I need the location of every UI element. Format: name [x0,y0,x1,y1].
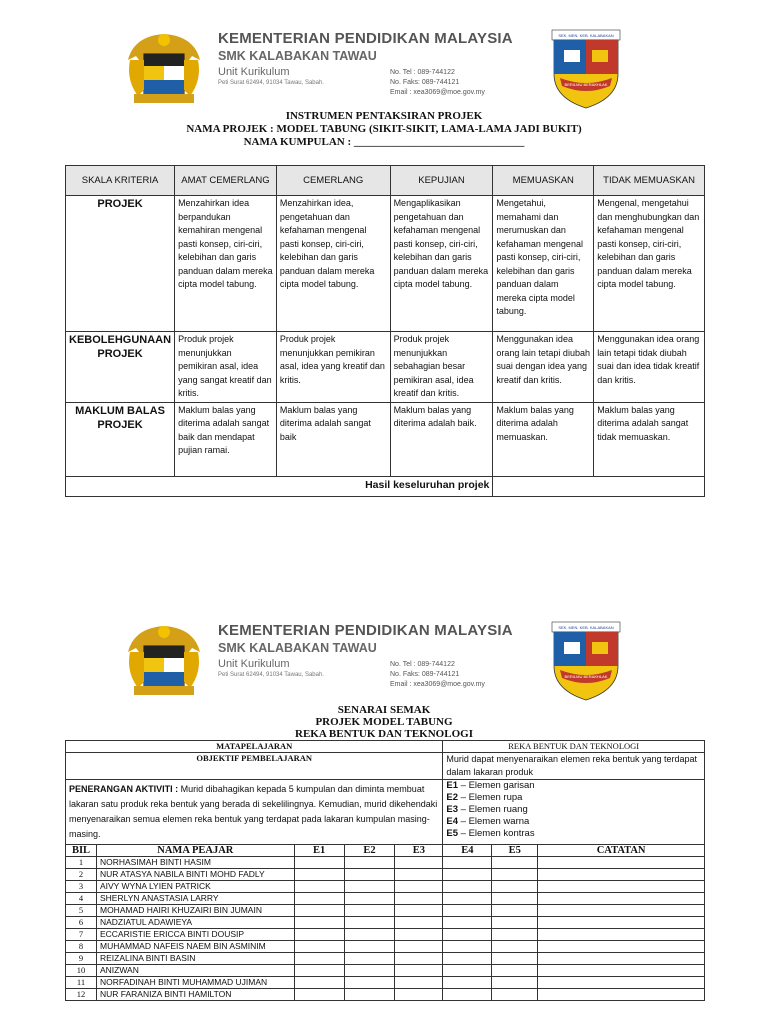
e2-check-cell[interactable] [344,905,395,917]
header-nama: NAMA PEAJAR [96,845,294,857]
rubric-row [66,402,705,476]
e5-check-cell[interactable] [492,881,538,893]
catatan-cell[interactable] [538,857,705,869]
e5-check-cell[interactable] [492,893,538,905]
elements-legend [443,780,705,845]
activity-label: PENERANGAN AKTIVITI : [69,784,179,794]
e4-check-cell[interactable] [443,905,492,917]
badge-top-text: SEK. MEN. KEB. KALABAKAN [558,33,614,38]
table-row [66,881,705,893]
e4-check-cell[interactable] [443,881,492,893]
subject-value: REKA BENTUK DAN TEKNOLOGI [443,741,705,753]
e4-check-cell[interactable] [443,857,492,869]
catatan-cell[interactable] [538,893,705,905]
e2-check-cell[interactable] [344,965,395,977]
e2-check-cell[interactable] [344,929,395,941]
element-item: E2 – Elemen rupa [446,792,523,803]
e3-check-cell[interactable] [395,929,443,941]
e5-check-cell[interactable] [492,929,538,941]
checklist-subtitle: PROJEK MODEL TABUNG [315,716,453,728]
e3-check-cell[interactable] [395,881,443,893]
e1-check-cell[interactable] [294,953,344,965]
e4-check-cell[interactable] [443,929,492,941]
e4-check-cell[interactable] [443,965,492,977]
e1-check-cell[interactable] [294,941,344,953]
e4-check-cell[interactable] [443,917,492,929]
element-item: E4 – Elemen warna [446,816,530,827]
catatan-cell[interactable] [538,977,705,989]
header-cemerlang: CEMERLANG [276,166,390,196]
e1-check-cell[interactable] [294,893,344,905]
e3-check-cell[interactable] [395,977,443,989]
e5-check-cell[interactable] [492,917,538,929]
e5-check-cell[interactable] [492,989,538,1001]
e2-check-cell[interactable] [344,941,395,953]
e1-check-cell[interactable] [294,965,344,977]
student-name: SHERLYN ANASTASIA LARRY [96,893,294,905]
header-bil: BIL [66,845,97,857]
rubric-title: INSTRUMEN PENTAKSIRAN PROJEK [285,110,483,122]
element-item: E3 – Elemen ruang [446,804,528,815]
e1-check-cell[interactable] [294,869,344,881]
table-row [66,953,705,965]
student-number: 8 [66,941,97,953]
student-name: ECCARISTIE ERICCA BINTI DOUSIP [96,929,294,941]
e4-check-cell[interactable] [443,953,492,965]
student-name: NORFADINAH BINTI MUHAMMAD UJIMAN [96,977,294,989]
student-number: 4 [66,893,97,905]
rubric-cell: Menzahirkan idea berpandukan kemahiran mengenal pasti konsep, ciri-ciri, kelebihan dan garis panduan dalam mereka cipta model tabung. [175,196,277,332]
catatan-cell[interactable] [538,989,705,1001]
catatan-cell[interactable] [538,929,705,941]
rubric-cell: Maklum balas yang diterima adalah sangat tidak memuaskan. [594,402,705,476]
header-e4: E4 [443,845,492,857]
table-row [66,905,705,917]
rubric-table [65,165,705,497]
e2-check-cell[interactable] [344,893,395,905]
catatan-cell[interactable] [538,917,705,929]
e3-check-cell[interactable] [395,989,443,1001]
e5-check-cell[interactable] [492,905,538,917]
project-name: NAMA PROJEK : MODEL TABUNG (SIKIT-SIKIT, LAMA-LAMA JADI BUKIT) [186,123,582,135]
catatan-cell[interactable] [538,965,705,977]
overall-label: Hasil keseluruhan projek [66,476,493,496]
e5-check-cell[interactable] [492,857,538,869]
badge-motto-text: BERILMU BERAKHLAK [564,82,608,87]
rubric-cell: Menggunakan idea orang lain tetapi diubah suai dengan idea yang kreatif dan kritis. [493,332,594,403]
e2-check-cell[interactable] [344,917,395,929]
overall-row [66,476,705,496]
checklist-title: SENARAI SEMAK [337,704,431,716]
catatan-cell[interactable] [538,905,705,917]
contact-info: No. Tel : 089-744122 No. Faks: 089-744121 Email : xea3069@moe.gov.my [390,69,485,96]
e3-check-cell[interactable] [395,893,443,905]
student-name: AIVY WYNA LYIEN PATRICK [96,881,294,893]
catatan-cell[interactable] [538,953,705,965]
e5-check-cell[interactable] [492,869,538,881]
e5-check-cell[interactable] [492,977,538,989]
activity-cell [66,780,443,845]
e4-check-cell[interactable] [443,869,492,881]
e5-check-cell[interactable] [492,965,538,977]
e5-check-cell[interactable] [492,953,538,965]
header-scale: SKALA KRITERIA [66,166,175,196]
catatan-cell[interactable] [538,881,705,893]
student-name: REIZALINA BINTI BASIN [96,953,294,965]
criterion-maklum-balas: MAKLUM BALAS PROJEK [66,402,175,476]
rubric-cell: Maklum balas yang diterima adalah memuaskan. [493,402,594,476]
rubric-header-row [66,166,705,196]
unit-name: Unit Kurikulum [218,66,290,78]
badge-top-text: SEK. MEN. KEB. KALABAKAN [558,625,614,630]
table-row [66,977,705,989]
address: Peti Surat 62494, 91034 Tawau, Sabah. [218,80,324,86]
e1-check-cell[interactable] [294,929,344,941]
rubric-cell: Mengaplikasikan pengetahuan dan kefahaman mengenal pasti konsep, ciri-ciri, kelebihan dan garis panduan dalam mereka cipta model tabung. [390,196,493,332]
element-item: E1 – Elemen garisan [446,780,535,791]
e2-check-cell[interactable] [344,977,395,989]
header-e5: E5 [492,845,538,857]
objective-label: OBJEKTIF PEMBELAJARAN [66,753,443,780]
student-number: 7 [66,929,97,941]
e1-check-cell[interactable] [294,989,344,1001]
student-number: 5 [66,905,97,917]
rubric-cell: Maklum balas yang diterima adalah sangat baik dan mendapat pujian ramai. [175,402,277,476]
e2-check-cell[interactable] [344,881,395,893]
school-name: SMK KALABAKAN TAWAU [218,641,377,655]
ministry-name: KEMENTERIAN PENDIDIKAN MALAYSIA [218,30,513,47]
objective-value: Murid dapat menyenaraikan elemen reka bentuk yang terdapat dalam lakaran produk [443,753,705,780]
student-number: 3 [66,881,97,893]
catatan-cell[interactable] [538,869,705,881]
e3-check-cell[interactable] [395,917,443,929]
e3-check-cell[interactable] [395,905,443,917]
criterion-kebolehgunaan: KEBOLEHGUNAAN PROJEK [66,332,175,403]
e4-check-cell[interactable] [443,893,492,905]
e2-check-cell[interactable] [344,869,395,881]
student-name: NUR ATASYA NABILA BINTI MOHD FADLY [96,869,294,881]
malaysia-crest-icon [120,30,208,106]
table-row [66,941,705,953]
student-number: 2 [66,869,97,881]
rubric-cell: Produk projek menunjukkan pemikiran asal, idea yang kreatif dan kritis. [276,332,390,403]
e3-check-cell[interactable] [395,941,443,953]
table-row [66,857,705,869]
rubric-cell: Produk projek menunjukkan pemikiran asal, idea yang sangat kreatif dan kritis. [175,332,277,403]
rubric-cell: Menzahirkan idea, pengetahuan dan kefahaman mengenal pasti konsep, ciri-ciri, kelebihan dan garis panduan dalam mereka cipta model tabung. [276,196,390,332]
table-row [66,989,705,1001]
student-name: NADZIATUL ADAWIEYA [96,917,294,929]
student-name: MOHAMAD HAIRI KHUZAIRI BIN JUMAIN [96,905,294,917]
checklist-header-row [66,845,705,857]
badge-motto-text: BERILMU BERAKHLAK [564,674,608,679]
student-name: NUR FARANIZA BINTI HAMILTON [96,989,294,1001]
contact-info: No. Tel : 089-744122 No. Faks: 089-744121 Email : xea3069@moe.gov.my [390,661,485,688]
group-name-line: NAMA KUMPULAN : _______________________________ [243,136,525,148]
activity-row [66,780,705,845]
student-number: 11 [66,977,97,989]
activity-text: Murid dibahagikan kepada 5 kumpulan dan diminta membuat lakaran satu produk reka bentuk yang berada di sekelilingnya. Kemudian, murid dikehendaki menyenaraikan semua elemen reka bentuk yang terdapat pada lakaran kumpulan masing-masing. [69,784,438,839]
e4-check-cell[interactable] [443,977,492,989]
school-badge-icon [550,28,622,112]
e3-check-cell[interactable] [395,869,443,881]
header-amat-cemerlang: AMAT CEMERLANG [175,166,277,196]
rubric-cell: Menggunakan idea orang lain tetapi tidak diubah suai dan idea tidak kreatif dan kritis. [594,332,705,403]
e4-check-cell[interactable] [443,989,492,1001]
e1-check-cell[interactable] [294,905,344,917]
checklist-subject: REKA BENTUK DAN TEKNOLOGI [295,728,473,740]
table-row [66,869,705,881]
e1-check-cell[interactable] [294,977,344,989]
header-e2: E2 [344,845,395,857]
ministry-name: KEMENTERIAN PENDIDIKAN MALAYSIA [218,622,513,639]
element-item: E5 – Elemen kontras [446,828,535,839]
rubric-cell: Mengetahui, memahami dan merumuskan dan kefahaman mengenal pasti konsep, ciri-ciri, kelebihan dan garis panduan dalam mereka cipta model tabung. [493,196,594,332]
student-number: 6 [66,917,97,929]
table-row [66,965,705,977]
header-memuaskan: MEMUASKAN [493,166,594,196]
subject-row [66,741,705,753]
school-name: SMK KALABAKAN TAWAU [218,49,377,63]
school-badge-icon [550,620,622,704]
header-e3: E3 [395,845,443,857]
table-row [66,893,705,905]
student-number: 9 [66,953,97,965]
header-tidak-memuaskan: TIDAK MEMUASKAN [594,166,705,196]
e2-check-cell[interactable] [344,857,395,869]
rubric-row [66,196,705,332]
e1-check-cell[interactable] [294,917,344,929]
rubric-cell: Produk projek menunjukkan sebahagian besar pemikiran asal, idea kreatif dan kritis. [390,332,493,403]
e1-check-cell[interactable] [294,857,344,869]
rubric-row [66,332,705,403]
address: Peti Surat 62494, 91034 Tawau, Sabah. [218,672,324,678]
unit-name: Unit Kurikulum [218,658,290,670]
student-name: ANIZWAN [96,965,294,977]
rubric-cell: Mengenal, mengetahui dan menghubungkan dan kefahaman mengenal pasti konsep, ciri-ciri, kelebihan dan garis panduan dalam mereka cipta model tabung. [594,196,705,332]
malaysia-crest-icon [120,622,208,698]
student-number: 10 [66,965,97,977]
e5-check-cell[interactable] [492,941,538,953]
student-name: MUHAMMAD NAFEIS NAEM BIN ASMINIM [96,941,294,953]
table-row [66,929,705,941]
e4-check-cell[interactable] [443,941,492,953]
objective-row [66,753,705,780]
letterhead-2 [120,622,630,702]
student-name: NORHASIMAH BINTI HASIM [96,857,294,869]
overall-value[interactable] [493,476,705,496]
e3-check-cell[interactable] [395,953,443,965]
letterhead-1 [120,30,630,110]
e1-check-cell[interactable] [294,881,344,893]
student-number: 12 [66,989,97,1001]
table-row [66,917,705,929]
e2-check-cell[interactable] [344,989,395,1001]
student-number: 1 [66,857,97,869]
header-kepujian: KEPUJIAN [390,166,493,196]
rubric-cell: Maklum balas yang diterima adalah baik. [390,402,493,476]
header-e1: E1 [294,845,344,857]
subject-label: MATAPELAJARAN [66,741,443,753]
catatan-cell[interactable] [538,941,705,953]
checklist-table [65,740,705,1001]
rubric-cell: Maklum balas yang diterima adalah sangat baik [276,402,390,476]
criterion-projek: PROJEK [66,196,175,332]
e3-check-cell[interactable] [395,965,443,977]
e3-check-cell[interactable] [395,857,443,869]
student-rows [66,857,705,1001]
header-catatan: CATATAN [538,845,705,857]
e2-check-cell[interactable] [344,953,395,965]
